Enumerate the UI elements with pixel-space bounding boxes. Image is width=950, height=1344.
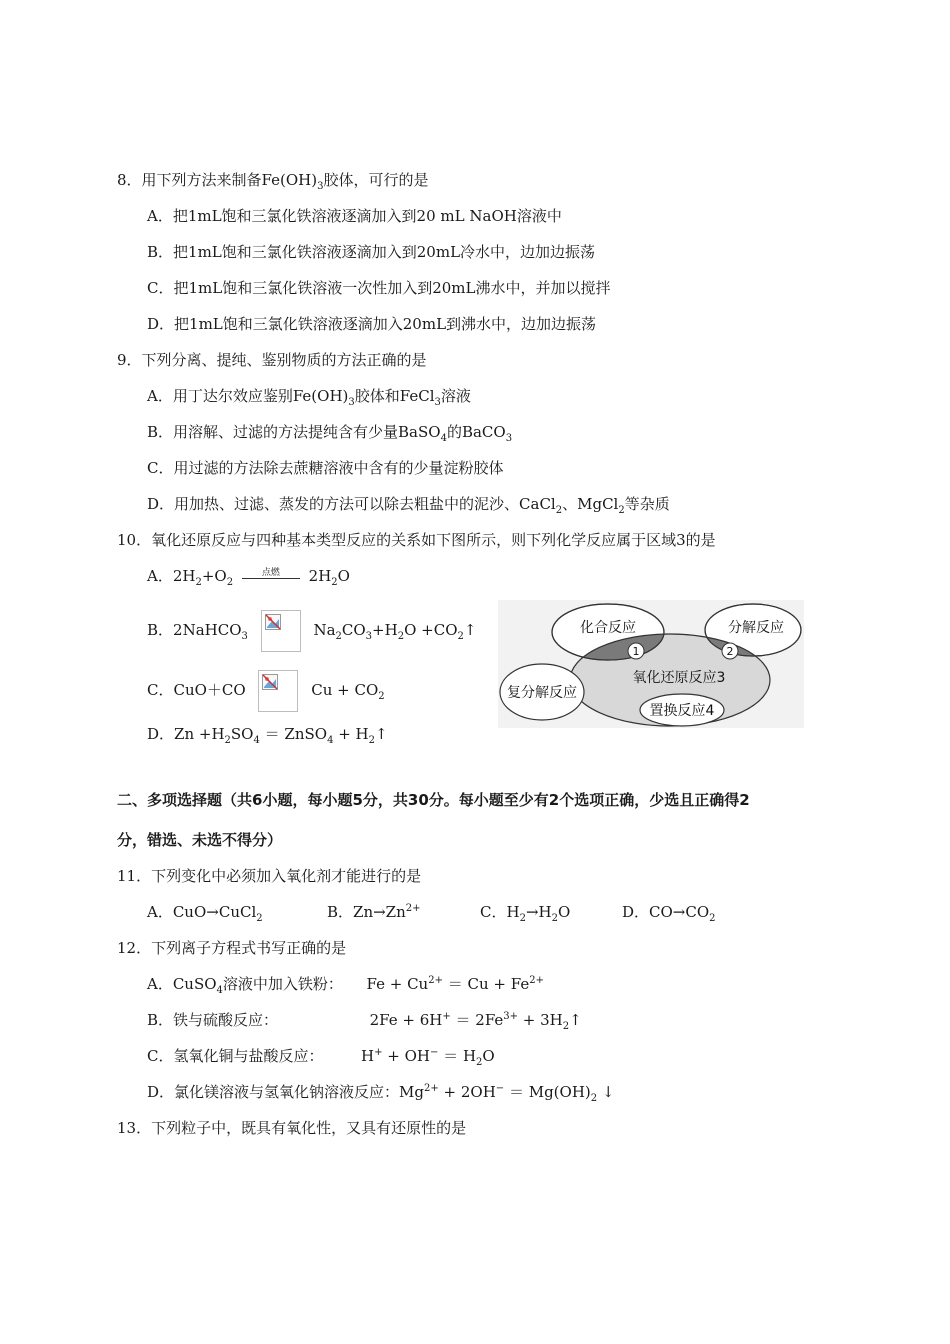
- question-8-option-a: A．把1mL饱和三氯化铁溶液逐滴加入到20 mL NaOH溶液中: [147, 207, 562, 225]
- label-region-2: 2: [726, 645, 734, 658]
- question-12-option-c: C．氢氧化铜与盐酸反应： $H^+ + OH^- = H_2O$: [147, 1047, 495, 1068]
- question-10-option-d: D．$Zn +H_2SO_4$ ＝ ZnSO$_4$ + $H_2↑$: [147, 725, 388, 746]
- question-9-option-c: C．用过滤的方法除去蔗糖溶液中含有的少量淀粉胶体: [147, 459, 504, 477]
- question-9-option-a: A．用丁达尔效应鉴别$Fe(OH)_3$胶体和FeCl$_3$溶液: [147, 387, 471, 408]
- question-12-option-a: A．CuSO$_4$溶液中加入铁粉： $Fe + Cu^{2+} = Cu + Fe^{2+}$: [147, 975, 544, 996]
- label-displacement: 置换反应4: [649, 703, 715, 719]
- reaction-condition-arrow: 点燃: [242, 567, 300, 587]
- label-double-displacement: 复分解反应: [507, 685, 577, 701]
- section-2-heading-line-1: 二、多项选择题（共6小题，每小题5分，共30分。每小题至少有2个选项正确，少选且正确得2: [117, 791, 750, 809]
- question-12-option-b: B．铁与硫酸反应： $2Fe + 6H^+ = 2Fe^{3+}$ + $3H_2↑$: [147, 1011, 582, 1032]
- question-8-stem: 8．用下列方法来制备$Fe(OH)_3$胶体，可行的是: [117, 171, 429, 192]
- question-10-option-b: B．2NaHCO$_3$ $Na_2CO_3+H_2O$ $+CO_2↑$: [147, 610, 476, 652]
- question-12-option-d: D．氯化镁溶液与氢氧化钠溶液反应：$Mg^{2+} + 2OH^- = Mg(OH)_2$ ↓: [147, 1083, 615, 1104]
- question-11-option-c: C．$H_2\to H_2O$: [480, 903, 571, 924]
- broken-image-icon: [258, 670, 298, 712]
- question-9-option-d: D．用加热、过滤、蒸发的方法可以除去粗盐中的泥沙、CaCl$_2$、MgCl$_2$等杂质: [147, 495, 670, 516]
- label-decomposition: 分解反应: [728, 620, 784, 636]
- section-2-heading-line-2: 分，错选、未选不得分）: [117, 831, 283, 849]
- label-region-1: 1: [632, 645, 640, 658]
- question-11-stem: 11．下列变化中必须加入氧化剂才能进行的是: [117, 867, 422, 885]
- question-11-option-d: D．$CO\to CO_2$: [622, 903, 716, 924]
- label-redox: 氧化还原反应3: [632, 670, 726, 686]
- question-9-option-b: B．用溶解、过滤的方法提纯含有少量BaSO$_4$的BaCO$_3$: [147, 423, 513, 444]
- question-8-option-d: D．把1mL饱和三氯化铁溶液逐滴加入20mL到沸水中，边加边振荡: [147, 315, 597, 333]
- question-11-option-b: B．$Zn\to Zn^{2+}$: [327, 903, 421, 921]
- question-11-option-a: A．CuO→CuCl$_2$: [147, 903, 263, 924]
- question-9-stem: 9．下列分离、提纯、鉴别物质的方法正确的是: [117, 351, 427, 369]
- question-10-option-a: A．$2H_2+O_2$ 点燃 $2H_2O$: [147, 567, 350, 588]
- question-8-option-c: C．把1mL饱和三氯化铁溶液一次性加入到20mL沸水中，并加以搅拌: [147, 279, 611, 297]
- label-combination: 化合反应: [580, 620, 636, 636]
- broken-image-icon: [261, 610, 301, 652]
- reaction-types-diagram: [498, 600, 804, 728]
- question-13-stem: 13．下列粒子中，既具有氧化性，又具有还原性的是: [117, 1119, 467, 1137]
- question-12-stem: 12．下列离子方程式书写正确的是: [117, 939, 347, 957]
- question-10-option-c: C．CuO＋CO $Cu + CO_2$: [147, 670, 385, 712]
- question-8-option-b: B．把1mL饱和三氯化铁溶液逐滴加入到20mL冷水中，边加边振荡: [147, 243, 596, 261]
- question-10-stem: 10．氧化还原反应与四种基本类型反应的关系如下图所示，则下列化学反应属于区域3的是: [117, 531, 716, 549]
